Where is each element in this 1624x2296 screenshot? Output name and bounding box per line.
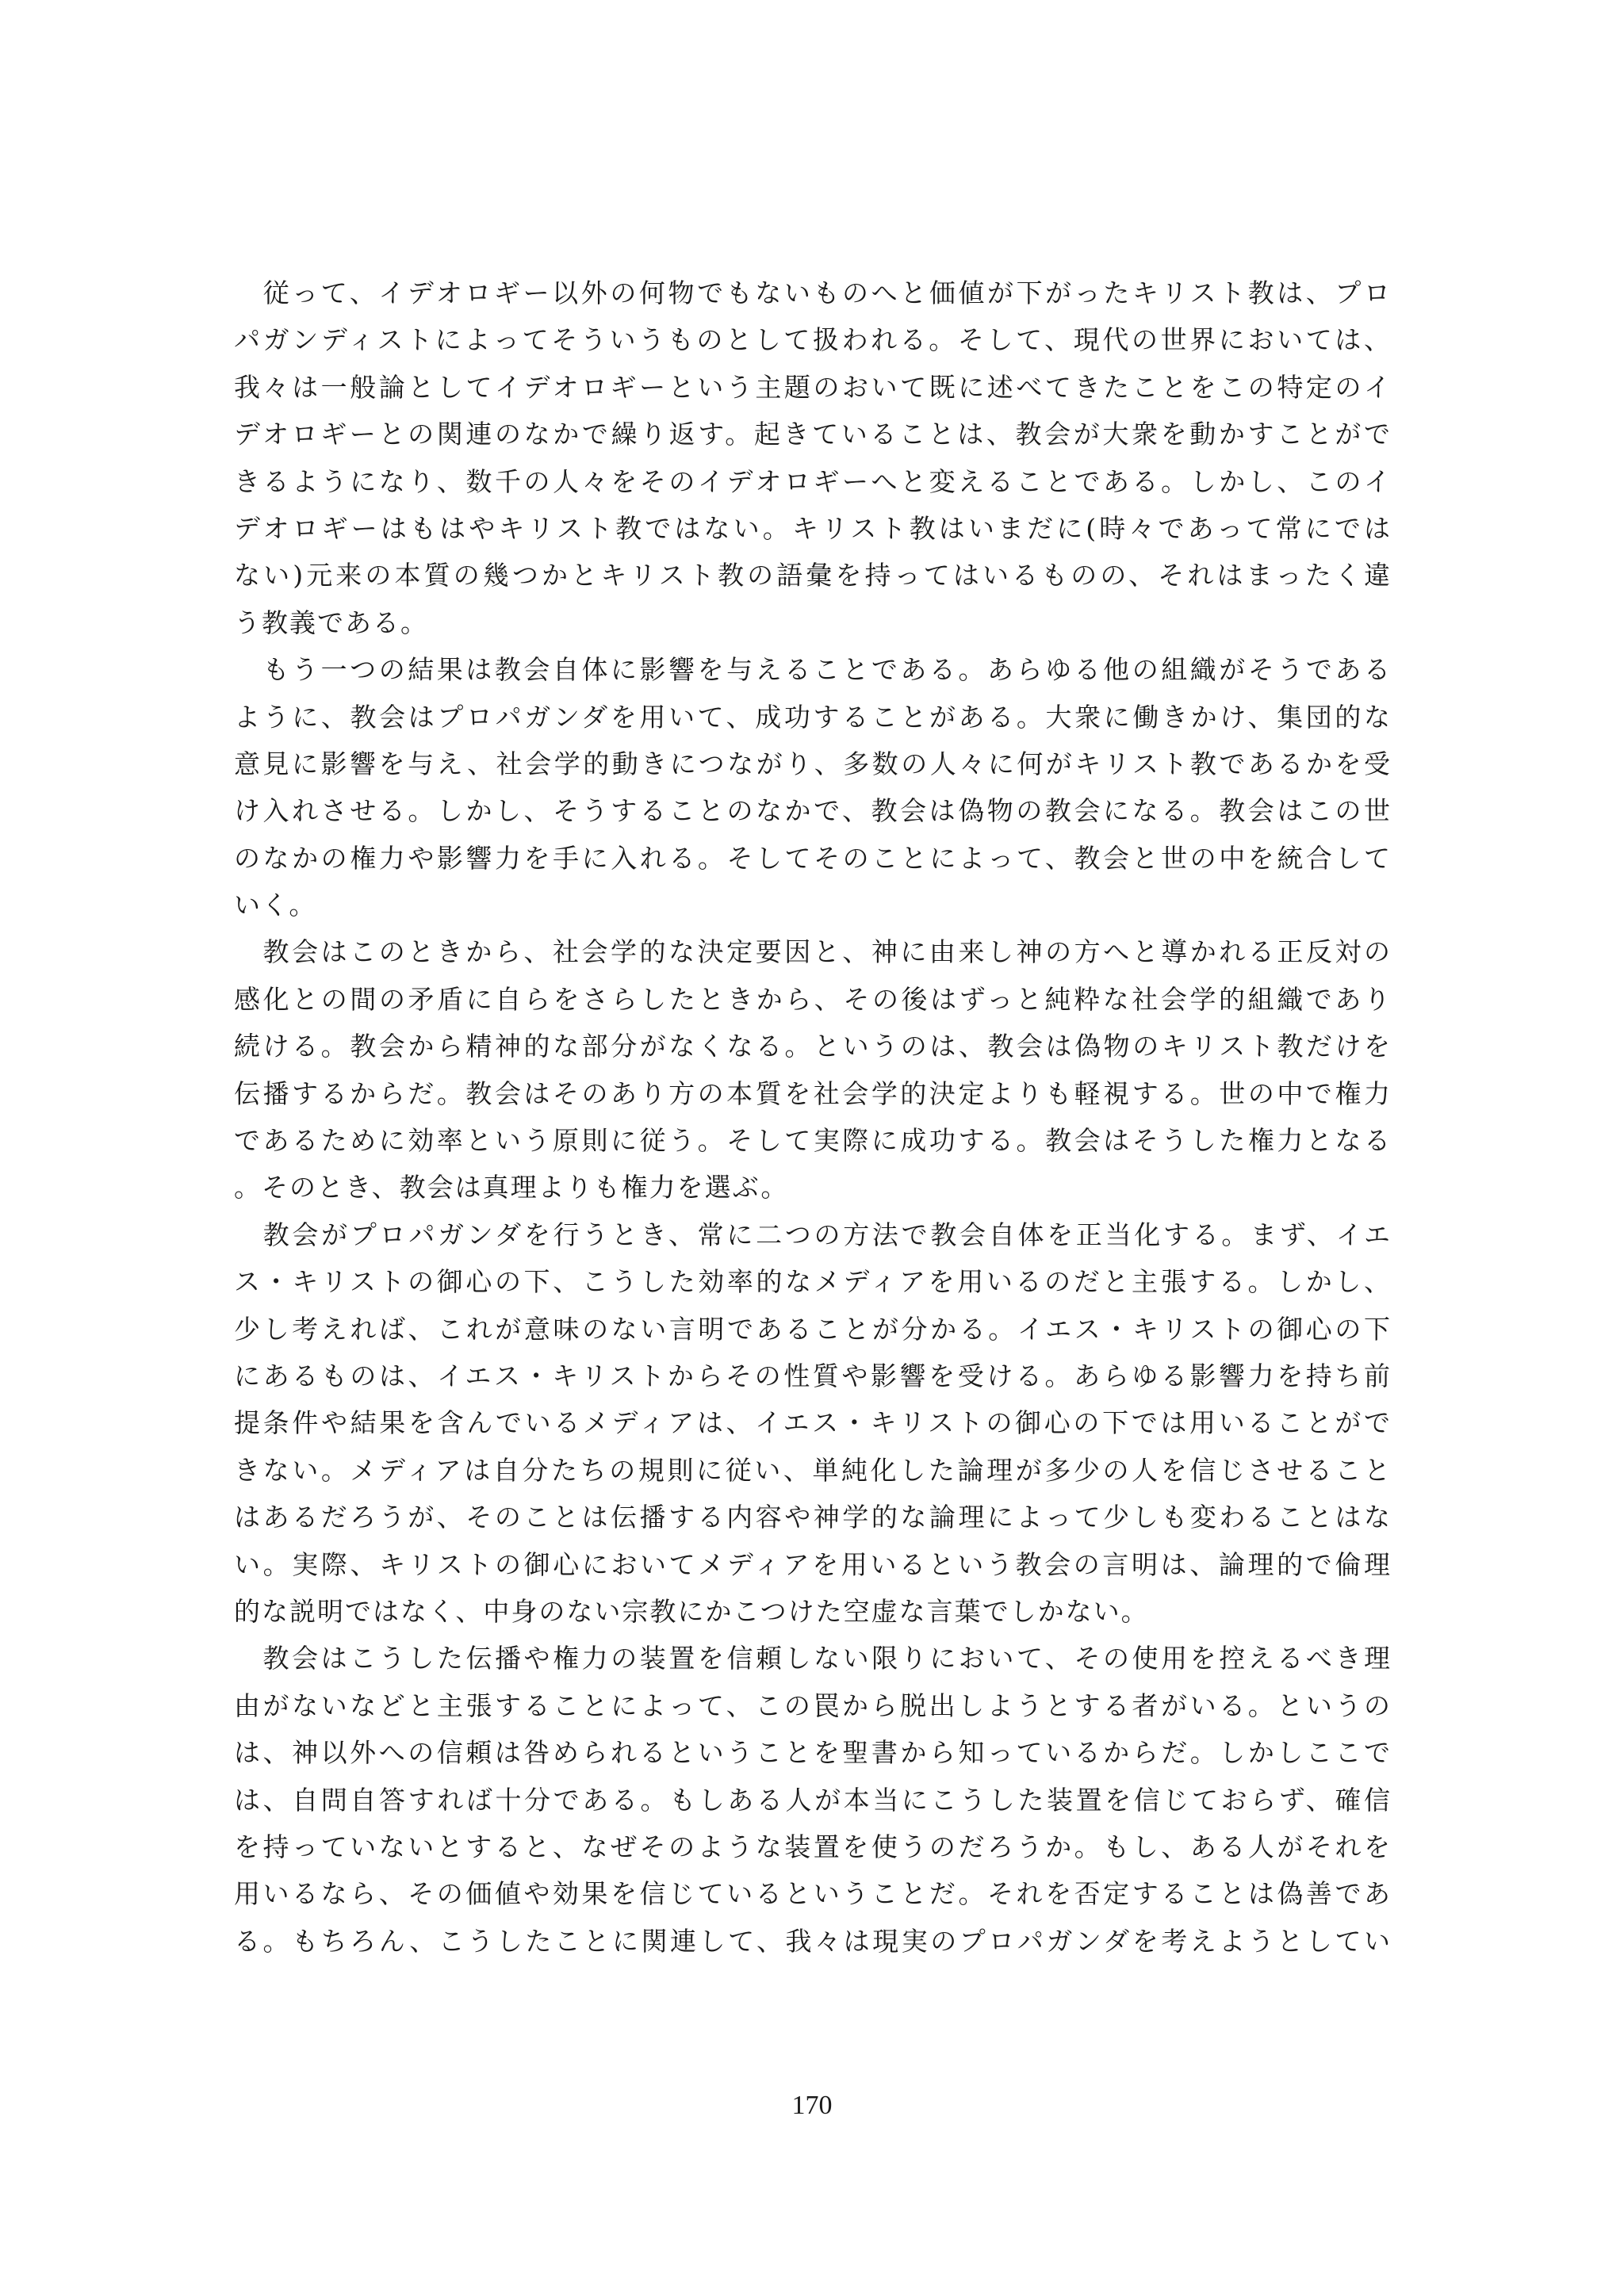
- text-line: 用いるなら、その価値や効果を信じているということだ。それを否定することは偽善であ: [234, 1878, 1392, 1910]
- paragraph: [234, 1635, 1392, 1965]
- text-line: ス・キリストの御心の下、こうした効率的なメディアを用いるのだと主張する。しかし、: [234, 1266, 1392, 1298]
- text-line: デオロギーとの関連のなかで繰り返す。起きていることは、教会が大衆を動かすことがで: [234, 419, 1392, 450]
- text-line: 続ける。教会から精神的な部分がなくなる。というのは、教会は偽物のキリスト教だけを: [234, 1031, 1392, 1062]
- body-text: [234, 270, 1392, 1965]
- text-line: 伝播するからだ。教会はそのあり方の本質を社会学的決定よりも軽視する。世の中で権力: [234, 1077, 1392, 1109]
- text-line: 少し考えれば、これが意味のない言明であることが分かる。イエス・キリストの御心の下: [234, 1313, 1392, 1345]
- paragraph: [234, 646, 1392, 928]
- text-line: 的な説明ではなく、中身のない宗教にかこつけた空虚な言葉でしかない。: [234, 1595, 1149, 1627]
- text-line: ない)元来の本質の幾つかとキリスト教の語彙を持ってはいるものの、それはまったく違: [234, 560, 1392, 591]
- paragraph: [234, 928, 1392, 1211]
- text-line: 。そのとき、教会は真理よりも権力を選ぶ。: [234, 1172, 789, 1203]
- text-line: は、自問自答すれば十分である。もしある人が本当にこうした装置を信じておらず、確信: [234, 1784, 1392, 1816]
- page-number: 170: [791, 2091, 833, 2120]
- text-line: デオロギーはもはやキリスト教ではない。キリスト教はいまだに(時々であって常にでは: [234, 512, 1392, 544]
- text-line: 提条件や結果を含んでいるメディアは、イエス・キリストの御心の下では用いることがで: [234, 1407, 1392, 1439]
- text-line: きない。メディアは自分たちの規則に従い、単純化した論理が多少の人を信じさせること: [234, 1454, 1392, 1486]
- text-line: る。もちろん、こうしたことに関連して、我々は現実のプロパガンダを考えようとしてい: [234, 1925, 1392, 1957]
- text-line: 由がないなどと主張することによって、この罠から脱出しようとする者がいる。というの: [234, 1689, 1392, 1721]
- text-line: もう一つの結果は教会自体に影響を与えることである。あらゆる他の組織がそうである: [234, 654, 1392, 686]
- text-line: う教義である。: [234, 607, 428, 638]
- text-line: ように、教会はプロパガンダを用いて、成功することがある。大衆に働きかけ、集団的な: [234, 701, 1392, 733]
- text-line: きるようになり、数千の人々をそのイデオロギーへと変えることである。しかし、このイ: [234, 465, 1392, 497]
- text-line: 感化との間の矛盾に自らをさらしたときから、その後はずっと純粋な社会学的組織であり: [234, 983, 1392, 1015]
- text-line: は、神以外への信頼は咎められるということを聖書から知っているからだ。しかしここで: [234, 1737, 1392, 1769]
- text-line: を持っていないとすると、なぜそのような装置を使うのだろうか。もし、ある人がそれを: [234, 1831, 1392, 1862]
- text-line: 従って、イデオロギー以外の何物でもないものへと価値が下がったキリスト教は、プロ: [234, 277, 1392, 308]
- text-line: にあるものは、イエス・キリストからその性質や影響を受ける。あらゆる影響力を持ち前: [234, 1360, 1392, 1391]
- text-line: 意見に影響を与え、社会学的動きにつながり、多数の人々に何がキリスト教であるかを受: [234, 748, 1392, 779]
- text-line: 教会がプロパガンダを行うとき、常に二つの方法で教会自体を正当化する。まず、イエ: [234, 1219, 1392, 1250]
- text-line: はあるだろうが、そのことは伝播する内容や神学的な論理によって少しも変わることはな: [234, 1502, 1392, 1533]
- text-line: パガンディストによってそういうものとして扱われる。そして、現代の世界においては、: [234, 324, 1392, 356]
- text-line: け入れさせる。しかし、そうすることのなかで、教会は偽物の教会になる。教会はこの世: [234, 795, 1392, 827]
- text-line: い。実際、キリストの御心においてメディアを用いるという教会の言明は、論理的で倫理: [234, 1548, 1392, 1580]
- text-line: 教会はこうした伝播や権力の装置を信頼しない限りにおいて、その使用を控えるべき理: [234, 1643, 1392, 1674]
- text-line: 我々は一般論としてイデオロギーという主題のおいて既に述べてきたことをこの特定のイ: [234, 371, 1392, 403]
- text-line: いく。: [234, 890, 317, 921]
- text-line: のなかの権力や影響力を手に入れる。そしてそのことによって、教会と世の中を統合して: [234, 842, 1392, 874]
- text-line: 教会はこのときから、社会学的な決定要因と、神に由来し神の方へと導かれる正反対の: [234, 936, 1392, 968]
- text-line: であるために効率という原則に従う。そして実際に成功する。教会はそうした権力となる: [234, 1125, 1392, 1157]
- paragraph: [234, 270, 1392, 646]
- paragraph: [234, 1211, 1392, 1636]
